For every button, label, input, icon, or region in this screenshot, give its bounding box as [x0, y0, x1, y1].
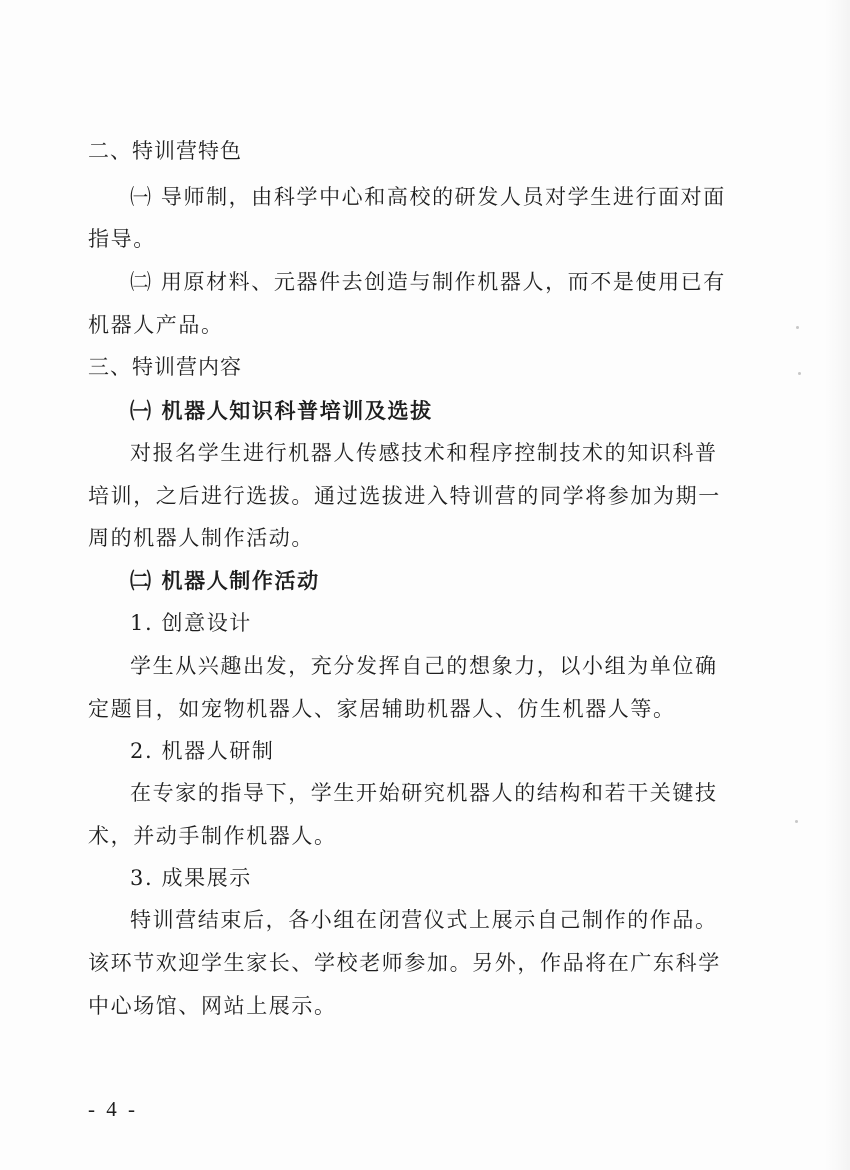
paragraph-line: 机器人产品。: [88, 313, 224, 337]
paragraph-line: 指导。: [88, 227, 156, 251]
paragraph-line: 该环节欢迎学生家长、学校老师参加。另外，作品将在广东科学: [88, 951, 721, 975]
subsection-heading-activity: ㈡ 机器人制作活动: [130, 568, 320, 593]
paragraph-line: ㈡ 用原材料、元器件去创造与制作机器人，而不是使用已有: [130, 270, 726, 294]
paragraph-line: 定题目，如宠物机器人、家居辅助机器人、仿生机器人等。: [88, 697, 676, 721]
paragraph-line: 周的机器人制作活动。: [88, 526, 314, 550]
paragraph-line: 培训，之后进行选拔。通过选拔进入特训营的同学将参加为期一: [88, 484, 721, 508]
scan-edge-shadow: [824, 0, 850, 1170]
paragraph-line: 对报名学生进行机器人传感技术和程序控制技术的知识科普: [130, 441, 718, 465]
step-title-development: 2. 机器人研制: [130, 739, 275, 763]
paragraph-line: 在专家的指导下，学生开始研究机器人的结构和若干关键技: [130, 781, 718, 805]
section-heading-content: 三、特训营内容: [88, 355, 242, 379]
scan-speck: [796, 326, 799, 329]
scan-speck: [798, 372, 801, 375]
paragraph-line: 中心场馆、网站上展示。: [88, 994, 337, 1018]
step-title-showcase: 3. 成果展示: [130, 866, 252, 890]
subsection-heading-training: ㈠ 机器人知识科普培训及选拔: [130, 398, 433, 423]
step-title-design: 1. 创意设计: [130, 611, 252, 635]
paragraph-line: 学生从兴趣出发，充分发挥自己的想象力，以小组为单位确: [130, 654, 718, 678]
scan-speck: [795, 820, 798, 823]
section-heading-features: 二、特训营特色: [88, 139, 242, 163]
paragraph-line: 术，并动手制作机器人。: [88, 824, 337, 848]
page-number: - 4 -: [88, 1097, 138, 1121]
paragraph-line: 特训营结束后，各小组在闭营仪式上展示自己制作的作品。: [130, 908, 718, 932]
paragraph-line: ㈠ 导师制，由科学中心和高校的研发人员对学生进行面对面: [130, 185, 726, 209]
